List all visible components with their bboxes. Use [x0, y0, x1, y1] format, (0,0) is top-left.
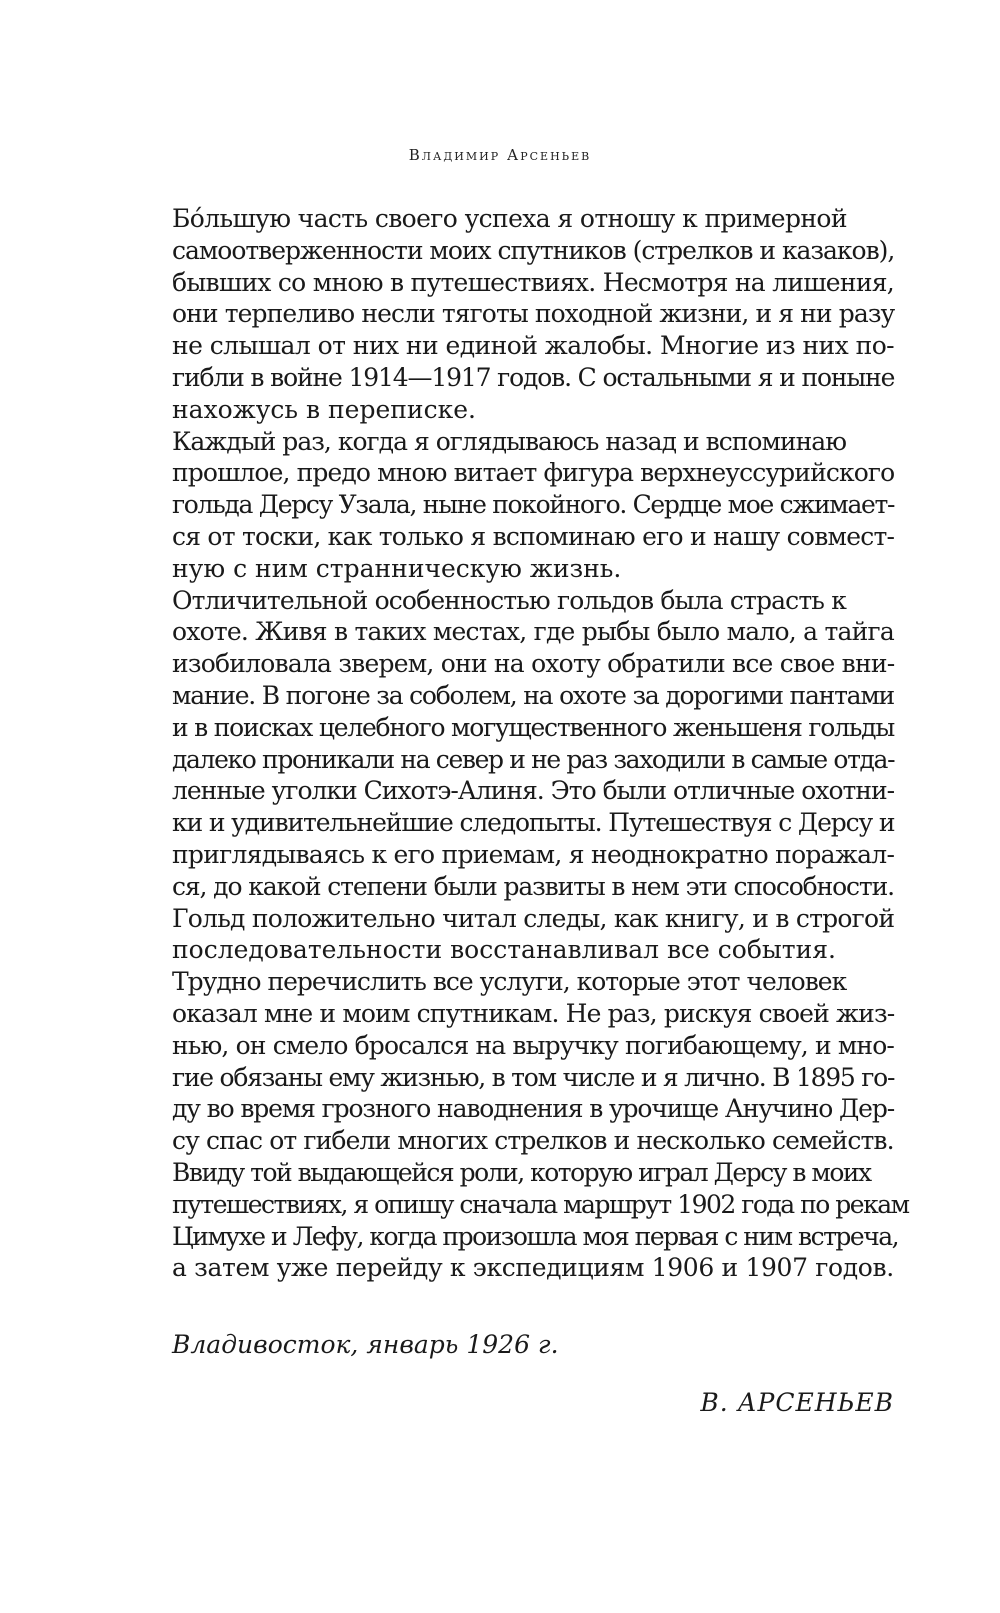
text-line: и в поисках целебного могущественного женьшеня гольды — [172, 712, 894, 742]
text-line: изобиловала зверем, они на охоту обратили все свое вни- — [172, 649, 895, 679]
paragraph — [124, 1157, 909, 1284]
text-line: далеко проникали на север и не раз заходили в самые отда- — [172, 744, 895, 774]
text-line: ду во время грозного наводнения в урочище Анучино Дер- — [172, 1094, 895, 1124]
text-line: путешествиях, я опишу сначала маршрут 1902 года по рекам — [172, 1189, 909, 1219]
text-line: приглядываясь к его приемам, я неоднократно поражал- — [172, 839, 895, 869]
author-signature: В. АРСЕНЬЕВ — [700, 1388, 894, 1417]
paragraph — [124, 203, 894, 426]
text-line: Гольд положительно читал следы, как книгу, и в строгой — [172, 903, 895, 933]
text-line: они терпеливо несли тяготы походной жизни, и я ни разу — [172, 299, 895, 329]
text-line: ся, до какой степени были развиты в нем эти способности. — [172, 871, 894, 901]
text-line: а затем уже перейду к экспедициям 1906 и 1907 годов. — [172, 1253, 894, 1283]
text-line: гольда Дерсу Узала, ныне покойного. Сердце мое сжимает- — [172, 490, 895, 520]
text-line: ся от тоски, как только я вспоминаю его и нашу совмест- — [172, 521, 895, 551]
paragraph — [124, 966, 894, 1157]
text-line: су спас от гибели многих стрелков и несколько семейств. — [172, 1126, 894, 1156]
text-line: мание. В погоне за соболем, на охоте за дорогими пантами — [172, 680, 894, 710]
text-line: гие обязаны ему жизнью, в том числе и я лично. В 1895 го- — [172, 1062, 895, 1092]
paragraph — [124, 585, 894, 967]
text-line: ную с ним странническую жизнь. — [172, 553, 622, 583]
dateline: Владивосток, январь 1926 г. — [172, 1330, 559, 1359]
text-line: нахожусь в переписке. — [172, 394, 476, 424]
text-line: самоотверженности моих спутников (стрелков и казаков), — [172, 235, 895, 265]
text-line: Цимухе и Лефу, когда произошла моя первая с ним встреча, — [172, 1221, 899, 1251]
body-text — [124, 203, 909, 1284]
running-head: Владимир Арсеньев — [408, 146, 592, 164]
text-line: последовательности восстанавливал все события. — [172, 935, 836, 965]
text-line: гибли в войне 1914—1917 годов. С остальными я и поныне — [172, 362, 895, 392]
text-line: ленные уголки Сихотэ-Алиня. Это были отличные охотни- — [172, 776, 895, 806]
text-line: ки и удивительнейшие следопыты. Путешествуя с Дерсу и — [172, 808, 895, 838]
text-line: Каждый раз, когда я оглядываюсь назад и вспоминаю — [172, 426, 847, 456]
text-line: Отличительной особенностью гольдов была страсть к — [172, 585, 846, 615]
text-line: Ввиду той выдающейся роли, которую играл Дерсу в моих — [172, 1157, 871, 1187]
text-line: нью, он смело бросался на выручку погибающему, и мно- — [172, 1030, 894, 1060]
paragraph — [124, 426, 894, 585]
text-line: бывших со мною в путешествиях. Несмотря на лишения, — [172, 267, 895, 297]
text-line: прошлое, предо мною витает фигура верхнеуссурийского — [172, 458, 895, 488]
text-line: Трудно перечислить все услуги, которые этот человек — [172, 967, 847, 997]
text-line: Бо́льшую часть своего успеха я отношу к примерной — [172, 204, 847, 233]
text-line: оказал мне и моим спутникам. Не раз, рискуя своей жиз- — [172, 998, 895, 1028]
text-line: не слышал от них ни единой жалобы. Многие из них по- — [172, 331, 895, 361]
text-line: охоте. Живя в таких местах, где рыбы было мало, а тайга — [172, 617, 894, 647]
